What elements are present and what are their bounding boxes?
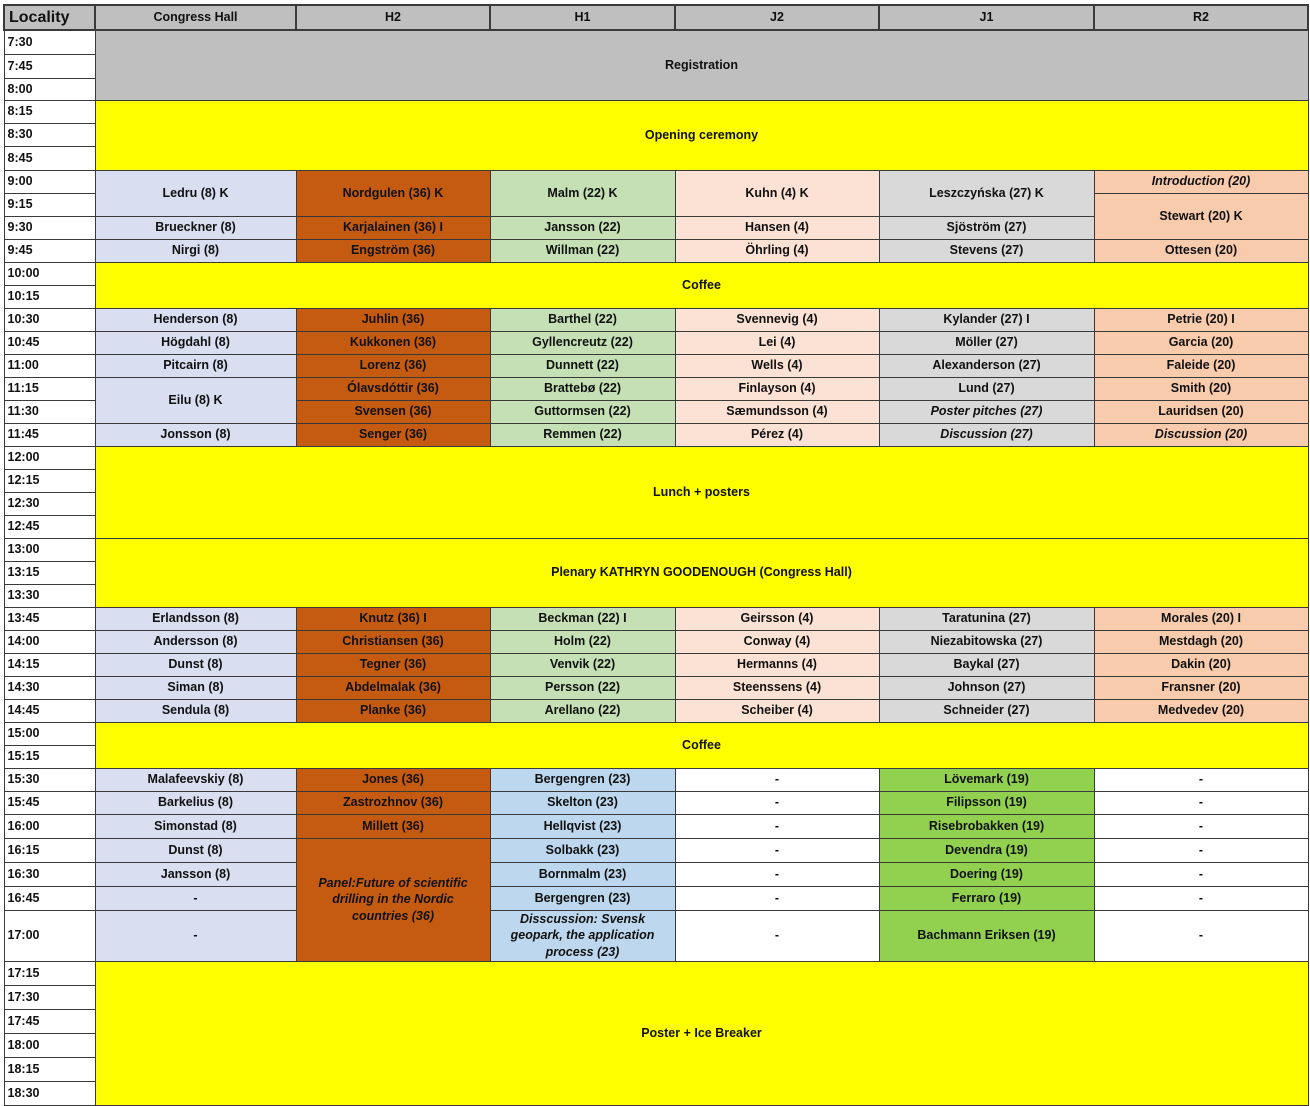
session-cell: Holm (22) — [490, 630, 675, 653]
session-cell: Gyllencreutz (22) — [490, 331, 675, 354]
session-cell: Finlayson (4) — [675, 377, 879, 400]
session-cell: Pérez (4) — [675, 423, 879, 446]
plenary-block: Plenary KATHRYN GOODENOUGH (Congress Hall) — [95, 538, 1308, 607]
session-cell: Erlandsson (8) — [95, 607, 296, 630]
time-label: 13:00 — [4, 538, 95, 561]
time-label: 10:30 — [4, 308, 95, 331]
session-cell: - — [95, 886, 296, 910]
session-cell: Introduction (20) — [1094, 170, 1308, 193]
discussion-session-cell: Disscussion: Svensk geopark, the application process (23) — [490, 910, 675, 962]
time-label: 12:45 — [4, 515, 95, 538]
session-cell: Garcia (20) — [1094, 331, 1308, 354]
session-cell: Ólavsdóttir (36) — [296, 377, 490, 400]
time-label: 8:00 — [4, 78, 95, 100]
session-cell: Ottesen (20) — [1094, 239, 1308, 262]
time-label: 10:00 — [4, 262, 95, 285]
time-label: 9:30 — [4, 216, 95, 239]
time-label: 11:30 — [4, 400, 95, 423]
session-cell: Brattebø (22) — [490, 377, 675, 400]
session-cell: Discussion (27) — [879, 423, 1094, 446]
session-cell: - — [1094, 768, 1308, 791]
session-cell: Sæmundsson (4) — [675, 400, 879, 423]
time-label: 18:00 — [4, 1034, 95, 1058]
session-cell: Sendula (8) — [95, 699, 296, 722]
session-cell: Kylander (27) I — [879, 308, 1094, 331]
time-label: 13:45 — [4, 607, 95, 630]
time-label: 13:30 — [4, 584, 95, 607]
session-cell: Johnson (27) — [879, 676, 1094, 699]
session-cell: - — [675, 886, 879, 910]
session-cell: Niezabitowska (27) — [879, 630, 1094, 653]
header-row — [4, 5, 1308, 30]
session-cell: Morales (20) I — [1094, 607, 1308, 630]
session-cell: Jansson (8) — [95, 862, 296, 886]
poster-ice-breaker-block: Poster + Ice Breaker — [95, 962, 1308, 1106]
session-cell: - — [1094, 862, 1308, 886]
session-cell: Möller (27) — [879, 331, 1094, 354]
session-cell: Sjöström (27) — [879, 216, 1094, 239]
time-label: 18:30 — [4, 1082, 95, 1106]
session-cell: Poster pitches (27) — [879, 400, 1094, 423]
session-cell: Jansson (22) — [490, 216, 675, 239]
time-label: 8:15 — [4, 100, 95, 123]
session-cell: Malm (22) K — [490, 170, 675, 216]
time-label: 11:45 — [4, 423, 95, 446]
time-label: 8:45 — [4, 146, 95, 170]
session-cell: Ferraro (19) — [879, 886, 1094, 910]
session-cell: Engström (36) — [296, 239, 490, 262]
session-cell: Millett (36) — [296, 814, 490, 838]
session-cell: - — [1094, 814, 1308, 838]
session-cell: Öhrling (4) — [675, 239, 879, 262]
time-label: 12:00 — [4, 446, 95, 469]
time-label: 14:15 — [4, 653, 95, 676]
session-cell: Pitcairn (8) — [95, 354, 296, 377]
session-cell: Karjalainen (36) I — [296, 216, 490, 239]
session-cell: Mestdagh (20) — [1094, 630, 1308, 653]
session-cell: Knutz (36) I — [296, 607, 490, 630]
time-label: 18:15 — [4, 1058, 95, 1082]
session-cell: Taratunina (27) — [879, 607, 1094, 630]
session-cell: Tegner (36) — [296, 653, 490, 676]
session-cell: Högdahl (8) — [95, 331, 296, 354]
room-header-j2: J2 — [675, 5, 879, 30]
time-label: 11:00 — [4, 354, 95, 377]
schedule — [3, 4, 1309, 1106]
time-label: 14:45 — [4, 699, 95, 722]
session-cell: - — [95, 910, 296, 962]
session-cell: Jonsson (8) — [95, 423, 296, 446]
session-cell: Barkelius (8) — [95, 791, 296, 814]
session-cell: Jones (36) — [296, 768, 490, 791]
time-label: 10:15 — [4, 285, 95, 308]
session-cell: Guttormsen (22) — [490, 400, 675, 423]
panel-session-cell: Panel:Future of scientific drilling in the Nordic countries (36) — [296, 838, 490, 962]
session-cell: Ledru (8) K — [95, 170, 296, 216]
time-label: 12:30 — [4, 492, 95, 515]
time-label: 17:15 — [4, 962, 95, 986]
session-cell: Kukkonen (36) — [296, 331, 490, 354]
session-cell: Lei (4) — [675, 331, 879, 354]
session-cell: Leszczyńska (27) K — [879, 170, 1094, 216]
session-cell: - — [675, 814, 879, 838]
session-cell: - — [675, 768, 879, 791]
session-cell: Steenssens (4) — [675, 676, 879, 699]
session-cell: Risebrobakken (19) — [879, 814, 1094, 838]
session-cell: Stewart (20) K — [1094, 193, 1308, 239]
session-cell: Conway (4) — [675, 630, 879, 653]
session-cell: Nordgulen (36) K — [296, 170, 490, 216]
session-cell: Venvik (22) — [490, 653, 675, 676]
session-cell: Zastrozhnov (36) — [296, 791, 490, 814]
session-cell: Stevens (27) — [879, 239, 1094, 262]
session-cell: Juhlin (36) — [296, 308, 490, 331]
session-cell: Christiansen (36) — [296, 630, 490, 653]
session-cell: Dunst (8) — [95, 653, 296, 676]
session-cell: Nirgi (8) — [95, 239, 296, 262]
session-cell: Skelton (23) — [490, 791, 675, 814]
session-cell: Beckman (22) I — [490, 607, 675, 630]
lunch-block: Lunch + posters — [95, 446, 1308, 538]
session-cell: Baykal (27) — [879, 653, 1094, 676]
session-cell: Andersson (8) — [95, 630, 296, 653]
session-cell: Geirsson (4) — [675, 607, 879, 630]
schedule-table — [3, 4, 1309, 1106]
session-cell: Hermanns (4) — [675, 653, 879, 676]
session-cell: Barthel (22) — [490, 308, 675, 331]
session-cell: Petrie (20) I — [1094, 308, 1308, 331]
session-cell: Solbakk (23) — [490, 838, 675, 862]
session-cell: Kuhn (4) K — [675, 170, 879, 216]
session-cell: Doering (19) — [879, 862, 1094, 886]
session-cell: Smith (20) — [1094, 377, 1308, 400]
time-label: 9:00 — [4, 170, 95, 193]
session-cell: Faleide (20) — [1094, 354, 1308, 377]
session-cell: Discussion (20) — [1094, 423, 1308, 446]
session-cell: Filipsson (19) — [879, 791, 1094, 814]
session-cell: - — [1094, 886, 1308, 910]
session-cell: Henderson (8) — [95, 308, 296, 331]
session-cell: Dakin (20) — [1094, 653, 1308, 676]
time-label: 17:45 — [4, 1010, 95, 1034]
session-cell: Devendra (19) — [879, 838, 1094, 862]
session-cell: - — [675, 862, 879, 886]
session-cell: Alexanderson (27) — [879, 354, 1094, 377]
session-cell: Abdelmalak (36) — [296, 676, 490, 699]
session-cell: Brueckner (8) — [95, 216, 296, 239]
time-label: 16:45 — [4, 886, 95, 910]
room-header-j1: J1 — [879, 5, 1094, 30]
session-cell: - — [675, 910, 879, 962]
session-cell: Remmen (22) — [490, 423, 675, 446]
session-cell: Bergengren (23) — [490, 886, 675, 910]
session-cell: Medvedev (20) — [1094, 699, 1308, 722]
session-cell: Senger (36) — [296, 423, 490, 446]
session-cell: Hellqvist (23) — [490, 814, 675, 838]
time-label: 7:45 — [4, 54, 95, 78]
session-cell: Wells (4) — [675, 354, 879, 377]
time-label: 10:45 — [4, 331, 95, 354]
session-cell: Fransner (20) — [1094, 676, 1308, 699]
session-cell: Bornmalm (23) — [490, 862, 675, 886]
room-header-r2: R2 — [1094, 5, 1308, 30]
session-cell: Siman (8) — [95, 676, 296, 699]
session-cell: Schneider (27) — [879, 699, 1094, 722]
session-cell: Malafeevskiy (8) — [95, 768, 296, 791]
time-label: 14:30 — [4, 676, 95, 699]
session-cell: Lorenz (36) — [296, 354, 490, 377]
time-label: 12:15 — [4, 469, 95, 492]
session-cell: Eilu (8) K — [95, 377, 296, 423]
session-cell: Willman (22) — [490, 239, 675, 262]
session-cell: Svennevig (4) — [675, 308, 879, 331]
time-label: 16:30 — [4, 862, 95, 886]
session-cell: Lund (27) — [879, 377, 1094, 400]
room-header-congress-hall: Congress Hall — [95, 5, 296, 30]
session-cell: Scheiber (4) — [675, 699, 879, 722]
time-label: 8:30 — [4, 123, 95, 146]
time-label: 15:00 — [4, 722, 95, 745]
coffee-block: Coffee — [95, 262, 1308, 308]
time-label: 17:30 — [4, 986, 95, 1010]
session-cell: Simonstad (8) — [95, 814, 296, 838]
session-cell: Svensen (36) — [296, 400, 490, 423]
time-label: 7:30 — [4, 30, 95, 54]
session-cell: - — [1094, 791, 1308, 814]
session-cell: Lauridsen (20) — [1094, 400, 1308, 423]
session-cell: Bergengren (23) — [490, 768, 675, 791]
time-label: 17:00 — [4, 910, 95, 962]
session-cell: Dunnett (22) — [490, 354, 675, 377]
time-label: 9:15 — [4, 193, 95, 216]
time-label: 15:15 — [4, 745, 95, 768]
time-label: 15:45 — [4, 791, 95, 814]
locality-header: Locality — [4, 5, 95, 30]
room-header-h1: H1 — [490, 5, 675, 30]
coffee-block: Coffee — [95, 722, 1308, 768]
time-label: 16:00 — [4, 814, 95, 838]
session-cell: - — [1094, 910, 1308, 962]
time-label: 11:15 — [4, 377, 95, 400]
registration-block: Registration — [95, 30, 1308, 100]
session-cell: - — [675, 791, 879, 814]
room-header-h2: H2 — [296, 5, 490, 30]
session-cell: Planke (36) — [296, 699, 490, 722]
session-cell: Arellano (22) — [490, 699, 675, 722]
session-cell: Persson (22) — [490, 676, 675, 699]
session-cell: - — [675, 838, 879, 862]
session-cell: Dunst (8) — [95, 838, 296, 862]
time-label: 9:45 — [4, 239, 95, 262]
session-cell: - — [1094, 838, 1308, 862]
session-cell: Hansen (4) — [675, 216, 879, 239]
time-label: 15:30 — [4, 768, 95, 791]
session-cell: Bachmann Eriksen (19) — [879, 910, 1094, 962]
time-label: 16:15 — [4, 838, 95, 862]
time-label: 13:15 — [4, 561, 95, 584]
opening-ceremony-block: Opening ceremony — [95, 100, 1308, 170]
time-label: 14:00 — [4, 630, 95, 653]
session-cell: Lövemark (19) — [879, 768, 1094, 791]
